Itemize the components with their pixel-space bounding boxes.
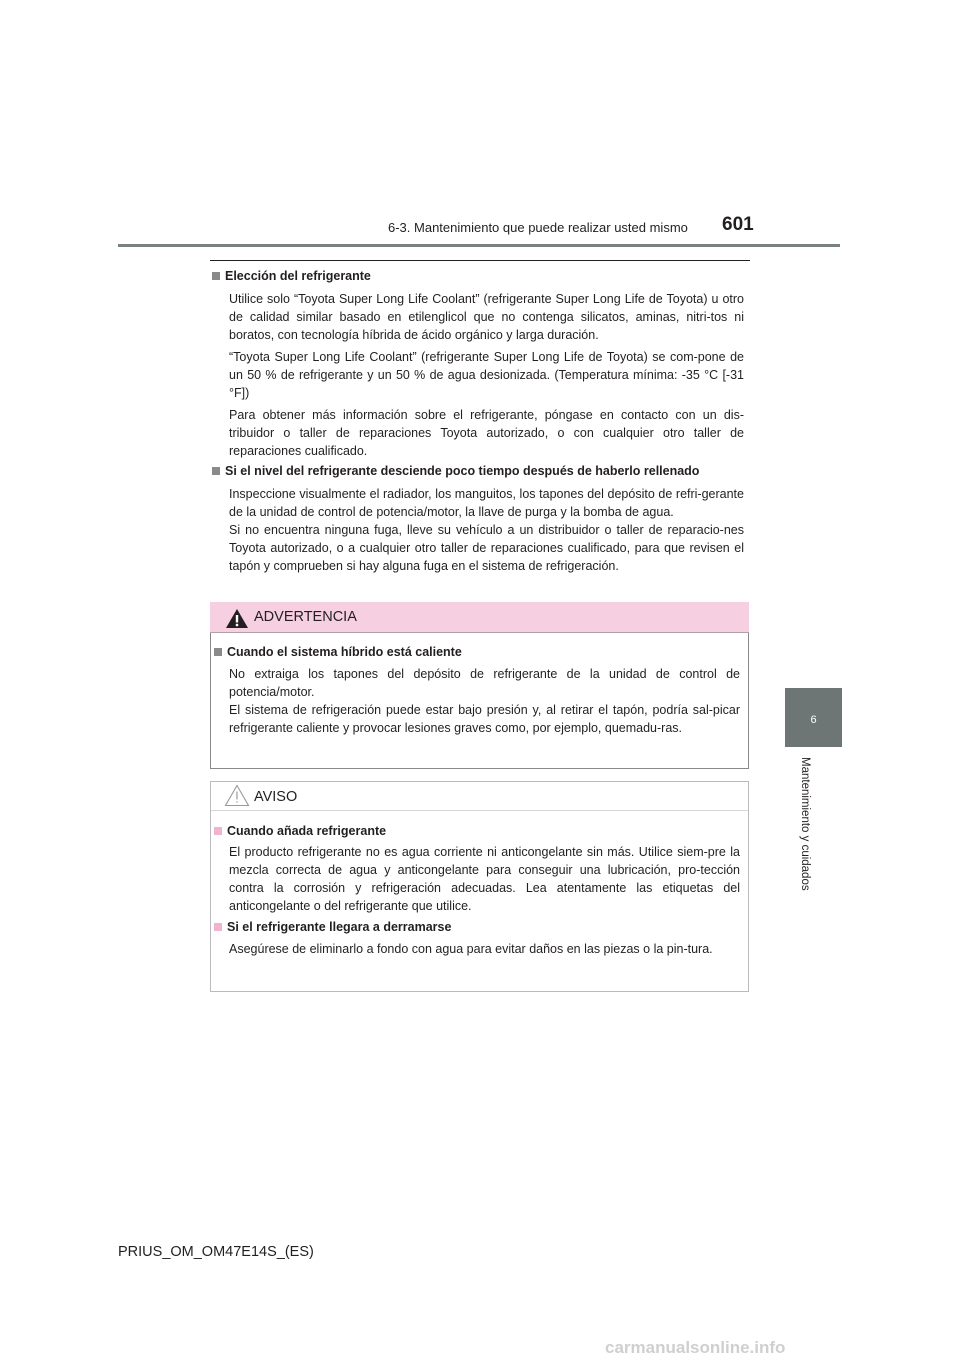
section-heading-coolant-level	[212, 464, 699, 478]
document-code: PRIUS_OM_OM47E14S_(ES)	[118, 1244, 314, 1260]
paragraph-group	[229, 485, 744, 575]
warning-title: ADVERTENCIA	[254, 609, 357, 625]
paragraph: Para obtener más información sobre el refrigerante, póngase en contacto con un dis-tribuidor o taller de reparaciones Toyota autorizado, o con cualquier otro taller de reparaciones cualificado.	[229, 408, 744, 458]
section-heading-text: Elección del refrigerante	[225, 269, 371, 283]
warning-item-heading	[214, 645, 462, 659]
bullet-square-icon	[214, 648, 222, 656]
chapter-tab-number: 6	[810, 714, 817, 726]
notice-title: AVISO	[254, 789, 298, 805]
bullet-square-icon	[212, 467, 220, 475]
section-heading-text: Si el nivel del refrigerante desciende poco tiempo después de haberlo rellenado	[225, 464, 700, 478]
bullet-square-icon	[212, 272, 220, 280]
notice-header-divider	[211, 810, 748, 811]
paragraph: El sistema de refrigeración puede estar bajo presión y, al retirar el tapón, podría sal-picar refrigerante caliente y provocar lesiones graves como, por ejemplo, quemadu-ras.	[229, 703, 740, 735]
paragraph: El producto refrigerante no es agua corriente ni anticongelante sin más. Utilice siem-pre la mezcla correcta de agua y anticongelante para conseguir una lubricación, pro-tección contra la corrosión y refrigeración adecuadas. Lea atentamente las etiquetas del anticongelante o del refrigerante que utilice.	[229, 845, 740, 913]
paragraph: Inspeccione visualmente el radiador, los manguitos, los tapones del depósito de refri-gerante de la unidad de control de potencia/motor, la llave de purga y la bomba de agua.	[229, 487, 744, 519]
caution-triangle-outline-icon	[224, 784, 250, 812]
warning-paragraph-group	[229, 665, 740, 737]
bullet-square-icon	[214, 923, 222, 931]
paragraph: Utilice solo “Toyota Super Long Life Coolant” (refrigerante Super Long Life de Toyota) u otro de calidad similar basado en etilenglicol que no contenga silicatos, aminas, nitri-tos ni boratos, con tecnología híbrida de ácido orgánico y larga duración.	[229, 292, 744, 342]
warning-item-heading-text: Cuando el sistema híbrido está caliente	[227, 645, 462, 659]
page-number: 601	[722, 214, 754, 235]
paragraph: Si no encuentra ninguna fuga, lleve su vehículo a un distribuidor o taller de reparacio-nes Toyota autorizado, o a cualquier otro taller de reparaciones cualificado, para que revisen el tapón y comprueben si hay alguna fuga en el sistema de refrigeración.	[229, 523, 744, 573]
notice-item-heading-text: Cuando añada refrigerante	[227, 824, 387, 838]
chapter-tab-label	[797, 757, 812, 912]
running-header: 6-3. Mantenimiento que puede realizar usted mismo	[388, 220, 688, 235]
notice-item-heading-text: Si el refrigerante llegara a derramarse	[227, 920, 452, 934]
bullet-square-icon	[214, 827, 222, 835]
notice-item-heading	[214, 920, 451, 934]
section-heading-coolant-choice	[212, 269, 371, 283]
chapter-tab-label-text: Mantenimiento y cuidados	[799, 757, 811, 891]
content-rule	[210, 260, 750, 261]
warning-triangle-icon	[225, 608, 249, 634]
header-rule	[118, 244, 840, 247]
paragraph: No extraiga los tapones del depósito de refrigerante de la unidad de control de potencia/motor.	[229, 667, 740, 699]
watermark: carmanualsonline.info	[605, 1338, 786, 1357]
notice-item-heading	[214, 824, 386, 838]
paragraph: “Toyota Super Long Life Coolant” (refrigerante Super Long Life de Toyota) se com-pone de un 50 % de refrigerante y un 50 % de agua desionizada. (Temperatura mínima: -35 °C [-31 °F])	[229, 350, 744, 400]
paragraph: Asegúrese de eliminarlo a fondo con agua para evitar daños en las piezas o la pin-tura.	[229, 942, 713, 956]
